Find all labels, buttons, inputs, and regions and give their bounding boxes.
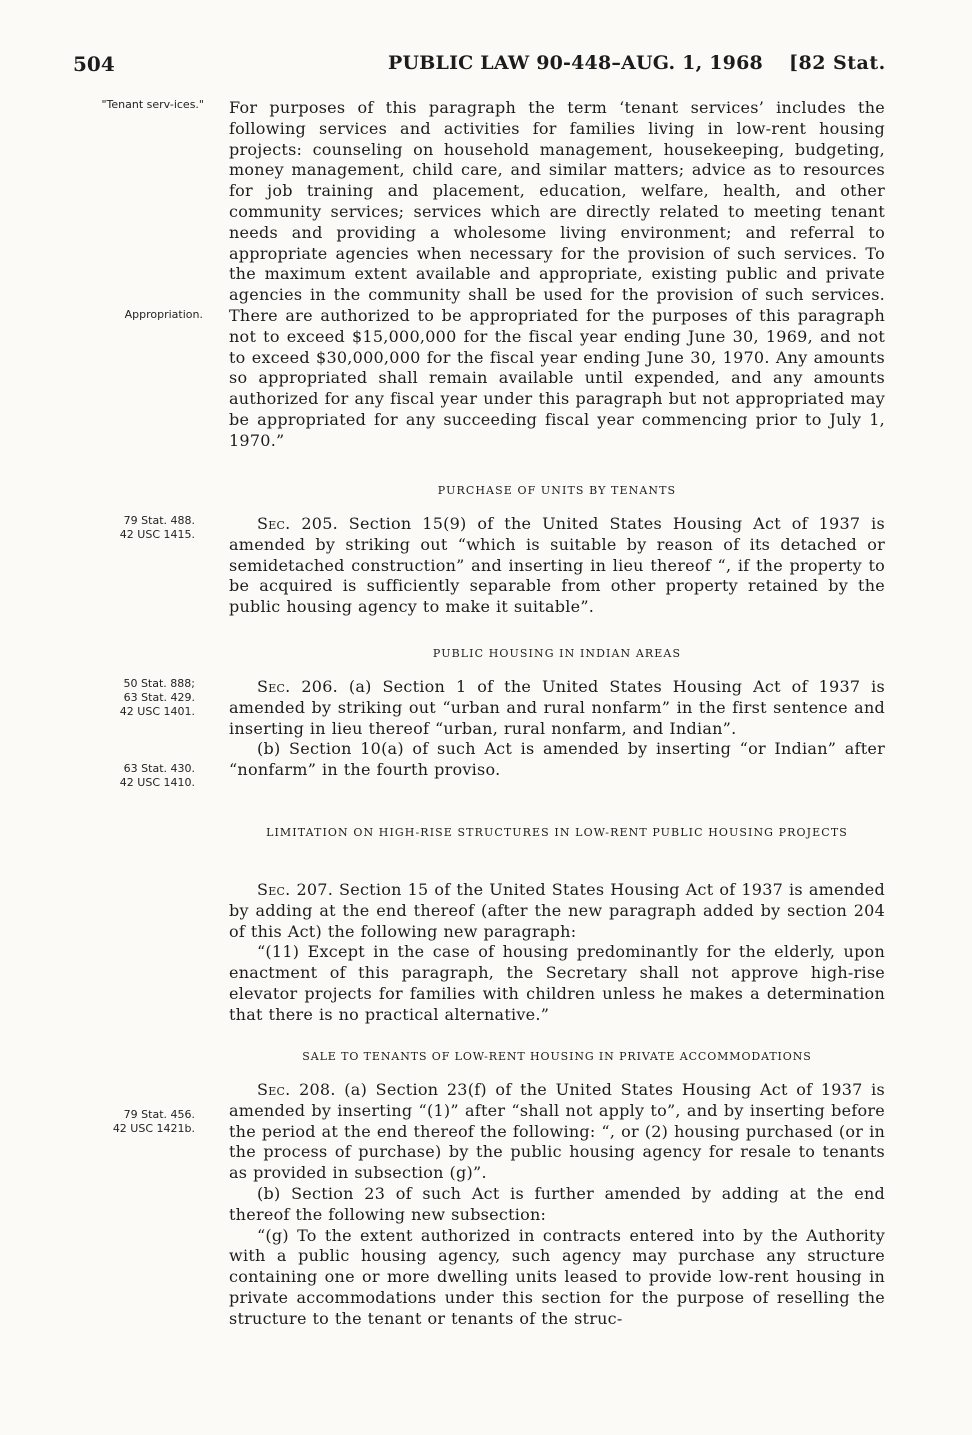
stat-reference: [82 Stat. bbox=[789, 52, 886, 74]
margin-note-sec205-citation: 79 Stat. 488. 42 USC 1415. bbox=[119, 514, 195, 541]
section-207-text: Section 15 of the United States Housing Act of 1937 is amended by adding at the end thereof (after the new paragraph added by section 204 of this Act) the following new paragraph: bbox=[229, 880, 885, 941]
margin-note-sec206a-citation: 50 Stat. 888; 63 Stat. 429. 42 USC 1401. bbox=[119, 677, 195, 718]
section-208a-text: (a) Section 23(f) of the United States Housing Act of 1937 is amended by inserting “(1)” after “shall not apply to”, and by inserting before the period at the end thereof the following: “, or (2) housing purchased (or in the process of purchase) by the public housing agency for resale to tenants as provided in subsection (g)”. bbox=[229, 1080, 885, 1183]
section-206a-paragraph bbox=[229, 677, 885, 739]
margin-note-sec208-citation: 79 Stat. 456. 42 USC 1421b. bbox=[112, 1108, 195, 1135]
heading-indian-areas: PUBLIC HOUSING IN INDIAN AREAS bbox=[432, 647, 682, 660]
section-205-label: Sec. 205. bbox=[257, 514, 338, 533]
margin-note-tenant-services: "Tenant serv-ices." bbox=[101, 98, 204, 111]
tenant-services-block bbox=[229, 98, 885, 452]
section-205-text: Section 15(9) of the United States Housing Act of 1937 is amended by striking out “which is suitable by reason of its detached or semidetached construction” and inserting in lieu thereof “, if the property to be acquired is sufficiently separable from other property retained by the public housing agency to make it suitable”. bbox=[229, 514, 885, 617]
section-207-paragraph-11: “(11) Except in the case of housing predominantly for the elderly, upon enactment of this paragraph, the Secretary shall not approve high-rise elevator projects for families with children unless he makes a determination that there is no practical alternative.” bbox=[229, 942, 885, 1024]
section-206a-text: (a) Section 1 of the United States Housing Act of 1937 is amended by striking out “urban and rural nonfarm” in the first sentence and inserting in lieu thereof “urban, rural nonfarm, and Indian”. bbox=[229, 677, 885, 738]
section-208g-paragraph: “(g) To the extent authorized in contracts entered into by the Authority with a public housing agency, such agency may purchase any structure containing one or more dwelling units leased to provide low-rent housing in private accommodations under this section for the purpose of reselling the structure to the tenant or tenants of the struc- bbox=[229, 1225, 885, 1328]
margin-note-sec206b-citation: 63 Stat. 430. 42 USC 1410. bbox=[119, 762, 195, 789]
section-208a-paragraph bbox=[229, 1080, 885, 1184]
section-205-block bbox=[229, 514, 885, 618]
section-208-block bbox=[229, 1080, 885, 1330]
section-207-label: Sec. 207. bbox=[257, 880, 334, 899]
section-207-block bbox=[229, 880, 885, 1026]
margin-note-appropriation: Appropriation. bbox=[124, 308, 203, 321]
section-206b-paragraph: (b) Section 10(a) of such Act is amended by inserting “or Indian” after “nonfarm” in the fourth proviso. bbox=[229, 739, 885, 780]
page-title: PUBLIC LAW 90-448–AUG. 1, 1968 bbox=[388, 52, 763, 74]
section-205-paragraph bbox=[229, 514, 885, 618]
page-number: 504 bbox=[73, 52, 115, 76]
heading-high-rise-limitation: LIMITATION ON HIGH-RISE STRUCTURES IN LOW-RENT PUBLIC HOUSING PROJECTS bbox=[266, 826, 848, 839]
heading-purchase-of-units: PURCHASE OF UNITS BY TENANTS bbox=[437, 484, 677, 497]
page-header bbox=[0, 52, 972, 82]
section-206-label: Sec. 206. bbox=[257, 677, 338, 696]
tenant-services-paragraph: For purposes of this paragraph the term ‘tenant services’ includes the following services and activities for families living in low-rent housing projects: counseling on household management, housekeeping, budgeting, money management, child care, and similar matters; advice as to resources for job training and placement, education, welfare, health, and other community services; services which are directly related to meeting tenant needs and providing a wholesome living environment; and referral to appropriate agencies when necessary for the provision of such services. To the maximum extent available and appropriate, existing public and private agencies in the community shall be used for the provision of such services. There are authorized to be appropriated for the purposes of this paragraph not to exceed $15,000,000 for the fiscal year ending June 30, 1969, and not to exceed $30,000,000 for the fiscal year ending June 30, 1970. Any amounts so appropriated shall remain available until expended, and any amounts authorized for any fiscal year under this paragraph but not appropriated may be appropriated for any succeeding fiscal year commencing prior to July 1, 1970.” bbox=[229, 98, 885, 450]
section-208b-paragraph: (b) Section 23 of such Act is further amended by adding at the end thereof the following new subsection: bbox=[229, 1183, 885, 1224]
section-208-label: Sec. 208. bbox=[257, 1080, 336, 1099]
section-206-block bbox=[229, 677, 885, 781]
section-207-paragraph bbox=[229, 880, 885, 942]
heading-sale-to-tenants: SALE TO TENANTS OF LOW-RENT HOUSING IN PRIVATE ACCOMMODATIONS bbox=[302, 1050, 812, 1063]
